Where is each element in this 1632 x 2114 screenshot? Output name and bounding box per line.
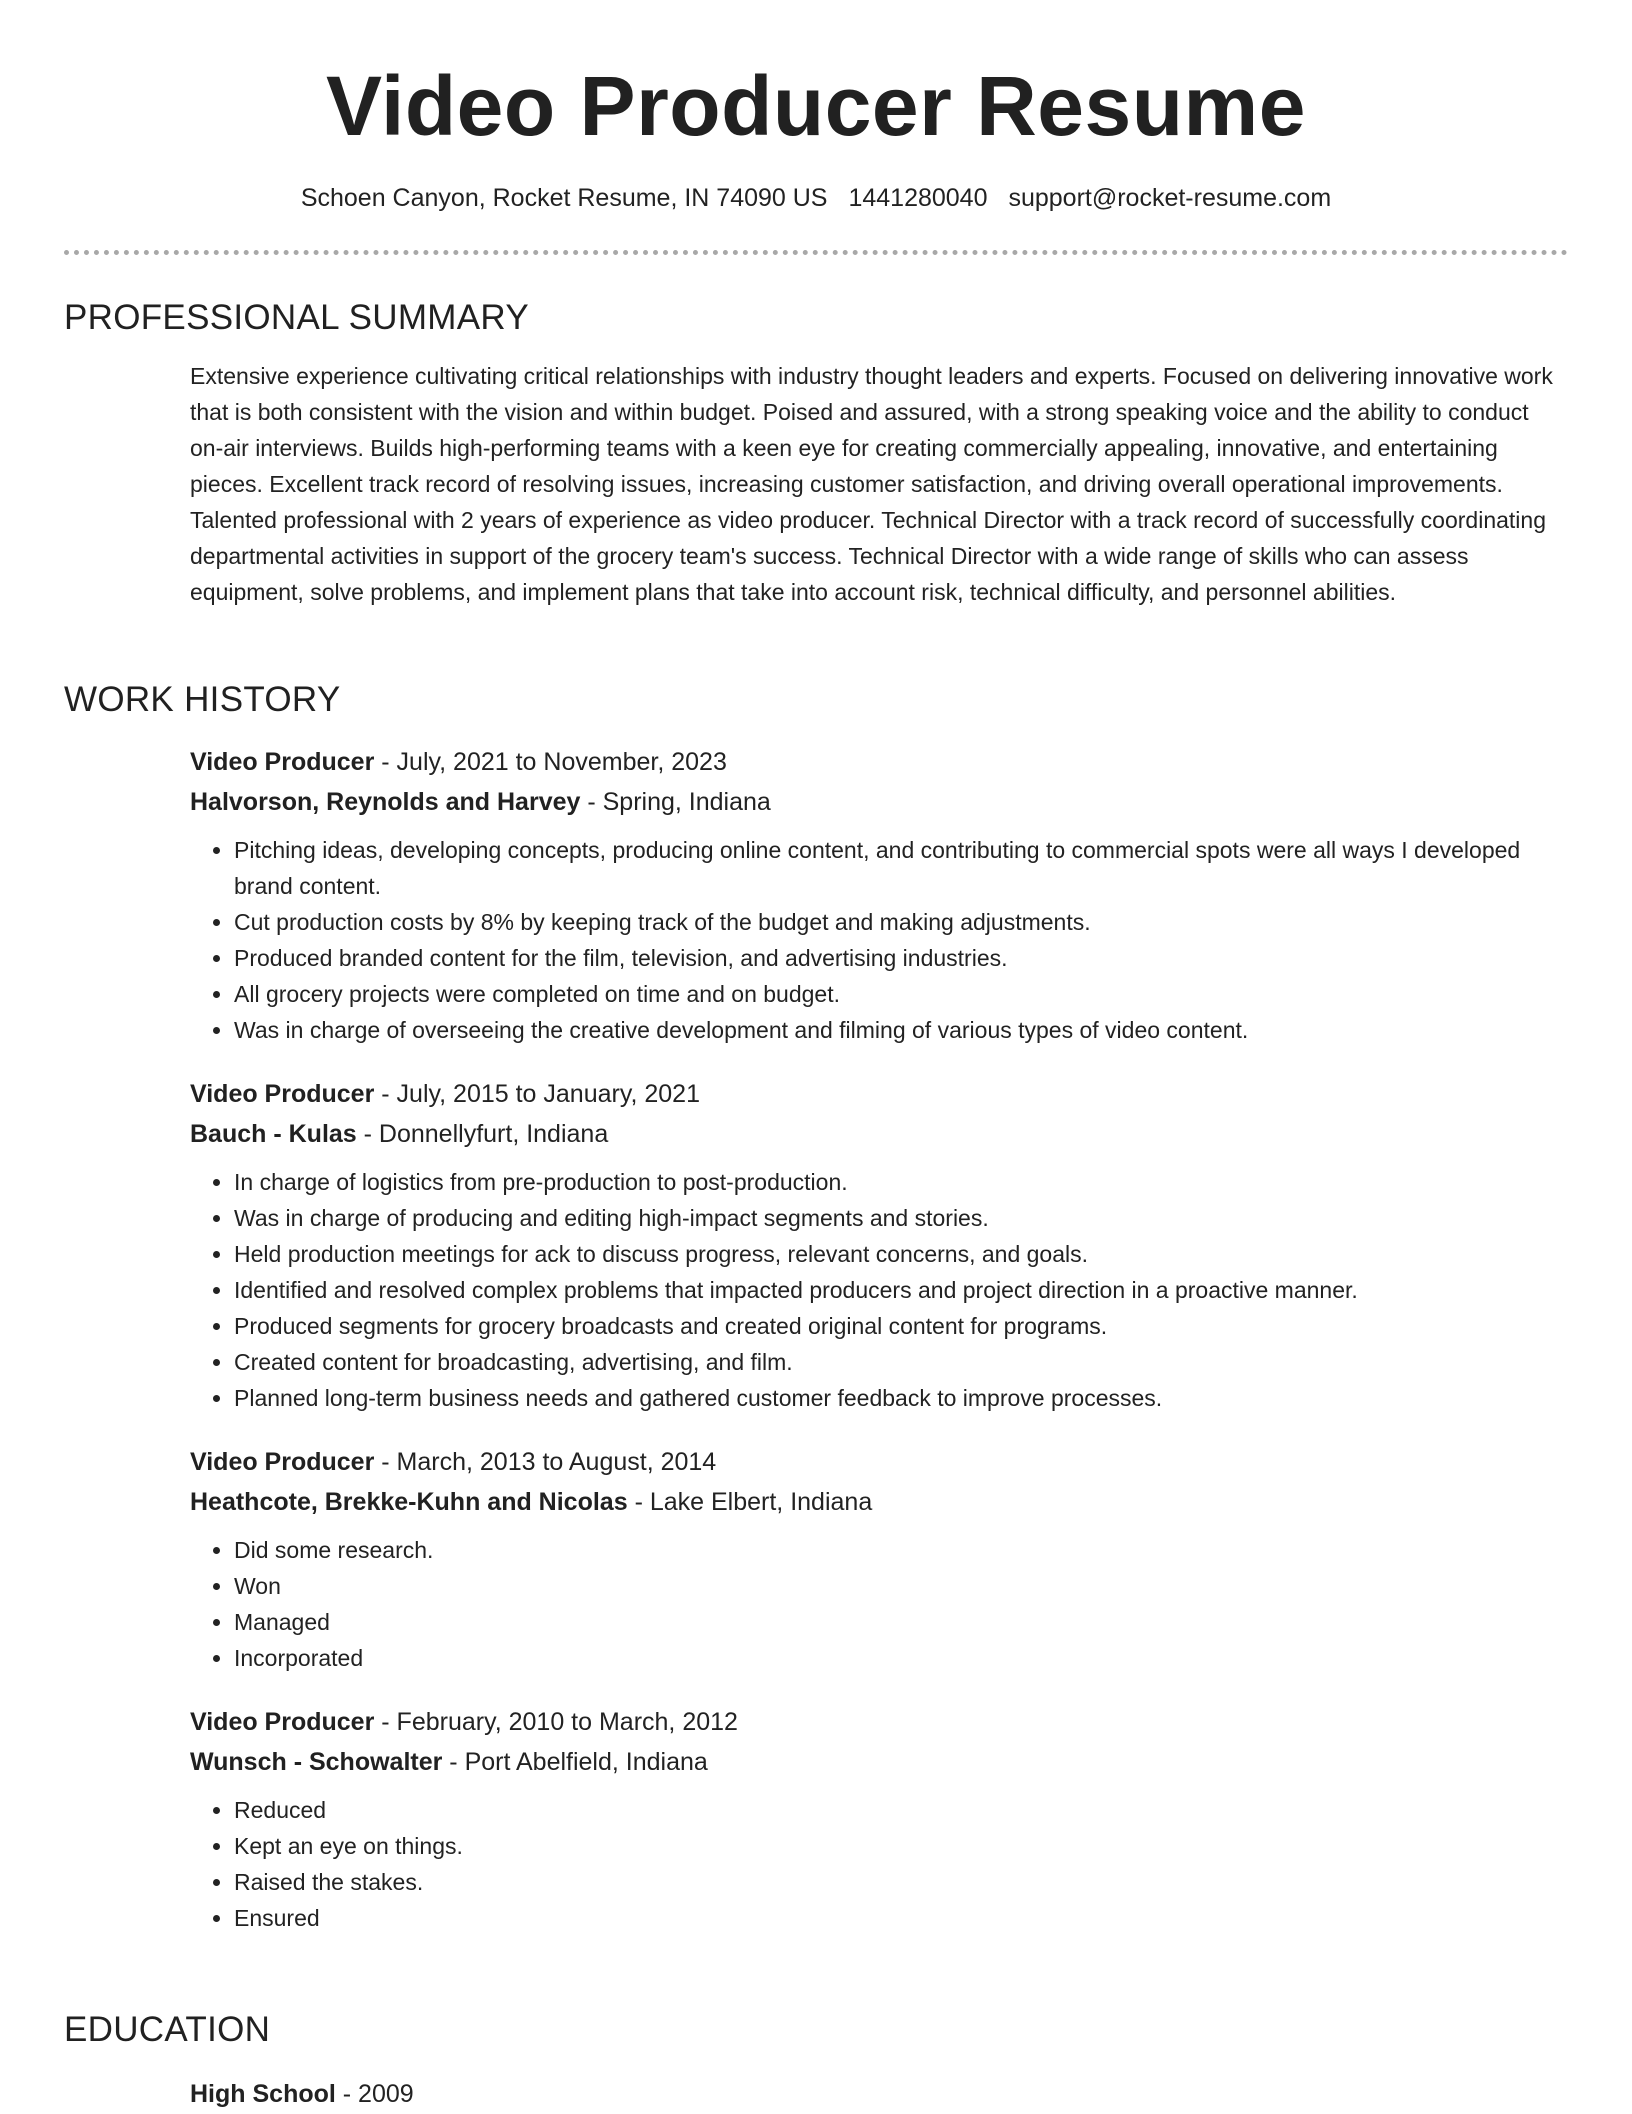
job-dates: - July, 2015 to January, 2021 bbox=[374, 1080, 700, 1108]
bullet-item: • Cut production costs by 8% by keeping track of the budget and making adjustments. bbox=[234, 904, 1568, 940]
job-bullets bbox=[190, 1532, 1568, 1676]
education-section bbox=[64, 2008, 1568, 2114]
summary-heading: PROFESSIONAL SUMMARY bbox=[64, 298, 529, 337]
job-entry bbox=[190, 742, 1568, 1048]
job-dates: - March, 2013 to August, 2014 bbox=[374, 1448, 717, 1476]
bullet-item: • Did some research. bbox=[234, 1532, 1568, 1568]
job-title-line bbox=[190, 1074, 1568, 1114]
bullet-item: • Ensured bbox=[234, 1900, 1568, 1936]
job-company-line bbox=[190, 782, 1568, 822]
bullet-item: • Held production meetings for ack to discuss progress, relevant concerns, and goals. bbox=[234, 1236, 1568, 1272]
job-title: Video Producer bbox=[190, 748, 375, 776]
job-company: Bauch - Kulas bbox=[190, 1120, 357, 1148]
job-company: Heathcote, Brekke-Kuhn and Nicolas bbox=[190, 1488, 628, 1516]
bullet-item: • Produced branded content for the film, television, and advertising industries. bbox=[234, 940, 1568, 976]
bullet-item: • Won bbox=[234, 1568, 1568, 1604]
resume-header bbox=[64, 56, 1568, 214]
job-title: Video Producer bbox=[190, 1708, 375, 1736]
job-title: Video Producer bbox=[190, 1080, 375, 1108]
bullet-item: • Was in charge of producing and editing high-impact segments and stories. bbox=[234, 1200, 1568, 1236]
contact-phone: 1441280040 bbox=[848, 184, 988, 212]
job-location: - Lake Elbert, Indiana bbox=[627, 1488, 873, 1516]
contact-address: Schoen Canyon, Rocket Resume, IN 74090 US bbox=[300, 184, 828, 212]
job-entry bbox=[190, 1442, 1568, 1676]
job-company-line bbox=[190, 1482, 1568, 1522]
job-bullets bbox=[190, 1164, 1568, 1416]
summary-section bbox=[64, 296, 1568, 610]
job-location: - Donnellyfurt, Indiana bbox=[356, 1120, 609, 1148]
job-location: - Port Abelfield, Indiana bbox=[442, 1748, 708, 1776]
education-heading: EDUCATION bbox=[64, 2010, 271, 2049]
bullet-item: • In charge of logistics from pre-production to post-production. bbox=[234, 1164, 1568, 1200]
bullet-item: • Managed bbox=[234, 1604, 1568, 1640]
bullet-item: • Reduced bbox=[234, 1792, 1568, 1828]
resume-title: Video Producer Resume bbox=[326, 59, 1306, 153]
job-location: - Spring, Indiana bbox=[580, 788, 771, 816]
job-bullets bbox=[190, 832, 1568, 1048]
bullet-item: • Kept an eye on things. bbox=[234, 1828, 1568, 1864]
job-company-line bbox=[190, 1114, 1568, 1154]
job-bullets bbox=[190, 1792, 1568, 1936]
job-dates: - July, 2021 to November, 2023 bbox=[374, 748, 727, 776]
contact-line bbox=[64, 182, 1568, 214]
bullet-item: • Raised the stakes. bbox=[234, 1864, 1568, 1900]
education-year: - 2009 bbox=[335, 2080, 414, 2108]
header-divider bbox=[64, 250, 1568, 255]
bullet-item: • Identified and resolved complex problems that impacted producers and project direction in a proactive manner. bbox=[234, 1272, 1568, 1308]
job-dates: - February, 2010 to March, 2012 bbox=[374, 1708, 738, 1736]
job-title-line bbox=[190, 1702, 1568, 1742]
work-history-heading: WORK HISTORY bbox=[64, 680, 341, 719]
bullet-item: • Planned long-term business needs and gathered customer feedback to improve processes. bbox=[234, 1380, 1568, 1416]
education-degree: High School bbox=[190, 2080, 336, 2108]
job-company: Halvorson, Reynolds and Harvey bbox=[190, 788, 581, 816]
job-title: Video Producer bbox=[190, 1448, 375, 1476]
contact-email: support@rocket-resume.com bbox=[1008, 184, 1332, 212]
bullet-item: • Created content for broadcasting, advertising, and film. bbox=[234, 1344, 1568, 1380]
summary-text: Extensive experience cultivating critical relationships with industry thought leaders and experts. Focused on delivering innovative work that is both consistent with the vision and within budget. Poised and assured, with a strong speaking voice and the ability to conduct on-air interviews. Builds high-performing teams with a keen eye for creating commercially appealing, innovative, and entertaining pieces. Excellent track record of resolving issues, increasing customer satisfaction, and driving overall operational improvements. Talented professional with 2 years of experience as video producer. Technical Director with a track record of successfully coordinating departmental activities in support of the grocery team's success. Technical Director with a wide range of skills who can assess equipment, solve problems, and implement plans that take into account risk, technical difficulty, and personnel abilities. bbox=[190, 363, 1553, 605]
job-company: Wunsch - Schowalter bbox=[190, 1748, 443, 1776]
work-history-section bbox=[64, 678, 1568, 1936]
bullet-item: • All grocery projects were completed on time and on budget. bbox=[234, 976, 1568, 1012]
bullet-item: • Was in charge of overseeing the creative development and filming of various types of video content. bbox=[234, 1012, 1568, 1048]
job-title-line bbox=[190, 1442, 1568, 1482]
job-entry bbox=[190, 1074, 1568, 1416]
job-entry bbox=[190, 1702, 1568, 1936]
education-entry bbox=[190, 2074, 1568, 2114]
bullet-item: • Incorporated bbox=[234, 1640, 1568, 1676]
bullet-item: • Pitching ideas, developing concepts, producing online content, and contributing to commercial spots were all ways I developed brand content. bbox=[234, 832, 1568, 904]
bullet-item: • Produced segments for grocery broadcasts and created original content for programs. bbox=[234, 1308, 1568, 1344]
job-title-line bbox=[190, 742, 1568, 782]
job-company-line bbox=[190, 1742, 1568, 1782]
